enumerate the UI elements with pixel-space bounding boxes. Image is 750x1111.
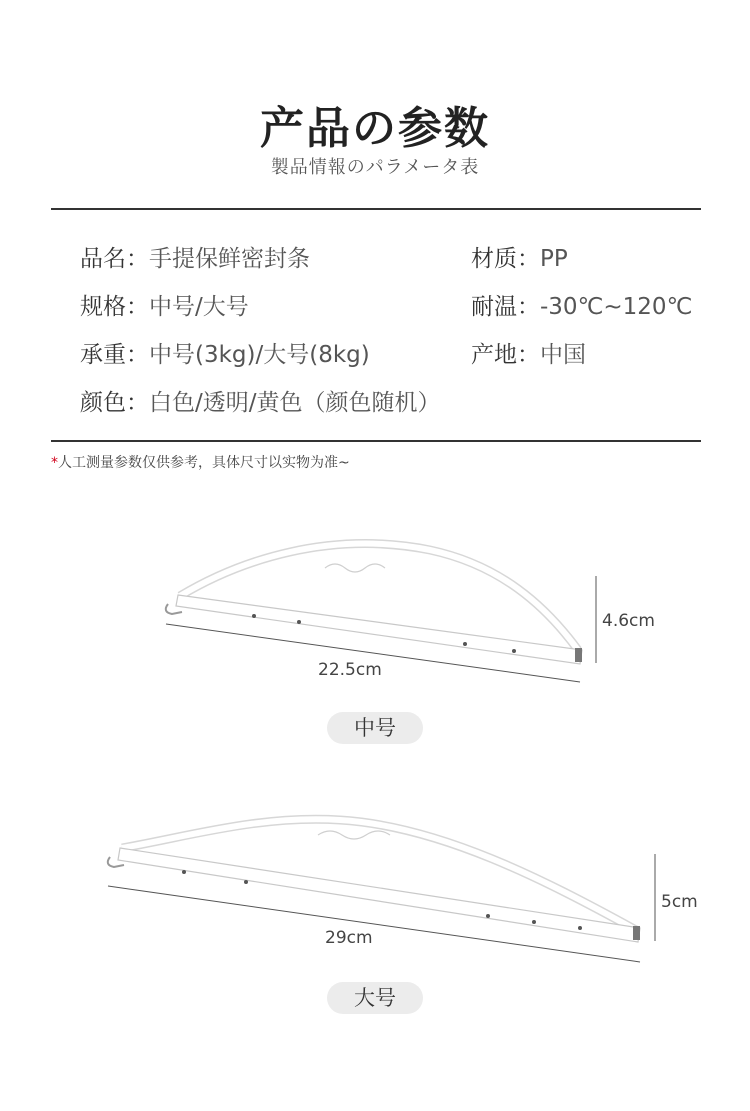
page-title: 产品の参数	[260, 103, 490, 154]
spec-material-value: PP	[540, 246, 568, 272]
spec-temperature-value: -30℃~120℃	[540, 294, 693, 320]
large-seal-clip-image	[0, 800, 750, 970]
top-divider	[51, 208, 701, 210]
spec-name-label: 品名：	[80, 246, 149, 272]
bottom-divider	[51, 440, 701, 442]
spec-origin-label: 产地：	[471, 342, 540, 368]
spec-origin-value: 中国	[540, 342, 586, 368]
measurement-note	[51, 452, 350, 472]
spec-name	[80, 240, 310, 273]
page-subtitle: 製品情報のパラメータ表	[270, 157, 480, 178]
spec-load-value: 中号(3kg)/大号(8kg)	[149, 342, 370, 368]
spec-temperature	[471, 288, 692, 321]
spec-size-value: 中号/大号	[149, 294, 249, 320]
spec-size-label: 规格：	[80, 294, 149, 320]
spec-origin	[471, 336, 586, 369]
spec-load	[80, 336, 370, 369]
large-size-badge: 大号	[327, 982, 423, 1014]
spec-color	[80, 384, 441, 417]
medium-height-label: 4.6cm	[602, 611, 655, 631]
large-height-label: 5cm	[661, 892, 698, 912]
spec-color-value: 白色/透明/黄色（颜色随机）	[149, 390, 441, 416]
spec-material-label: 材质：	[471, 246, 540, 272]
medium-size-badge: 中号	[327, 712, 423, 744]
note-asterisk: *	[51, 455, 58, 471]
spec-name-value: 手提保鲜密封条	[149, 246, 310, 272]
spec-load-label: 承重：	[80, 342, 149, 368]
medium-length-label: 22.5cm	[318, 660, 382, 680]
spec-material	[471, 240, 568, 273]
spec-size	[80, 288, 249, 321]
spec-temperature-label: 耐温：	[471, 294, 540, 320]
note-text: 人工测量参数仅供参考，具体尺寸以实物为准~	[58, 455, 350, 471]
spec-color-label: 颜色：	[80, 390, 149, 416]
large-length-label: 29cm	[325, 928, 373, 948]
